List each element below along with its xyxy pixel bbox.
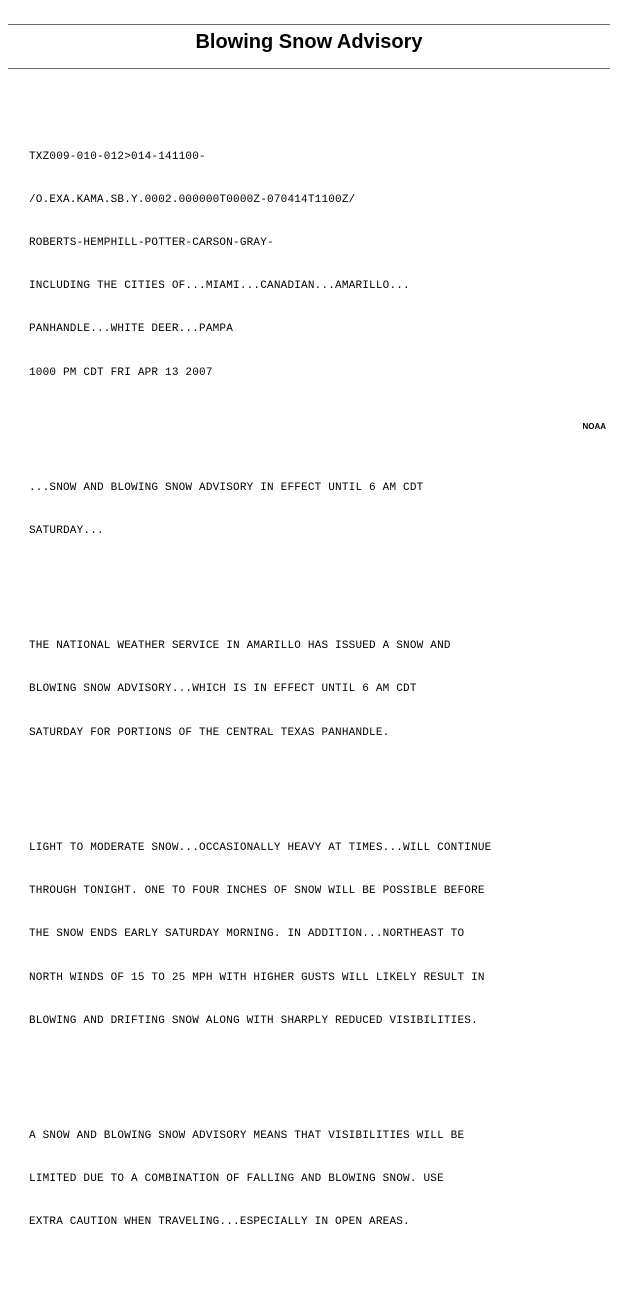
headline-line: SATURDAY... xyxy=(29,525,104,538)
bulletin-paragraph-issuance xyxy=(29,610,609,768)
title-top-rule xyxy=(8,24,610,25)
paragraph-line: THE SNOW ENDS EARLY SATURDAY MORNING. IN ADDITION...NORTHEAST TO xyxy=(29,928,465,941)
paragraph-line: BLOWING AND DRIFTING SNOW ALONG WITH SHARPLY REDUCED VISIBILITIES. xyxy=(29,1014,478,1027)
bulletin-header xyxy=(29,121,609,409)
bulletin-headline xyxy=(29,452,609,567)
paragraph-line: BLOWING SNOW ADVISORY...WHICH IS IN EFFECT UNTIL 6 AM CDT xyxy=(29,683,417,696)
title-bottom-rule xyxy=(8,68,610,69)
noaa-credit: NOAA xyxy=(582,422,606,431)
bulletin-paragraph-meaning xyxy=(29,1100,609,1258)
header-line: TXZ009-010-012>014-141100- xyxy=(29,150,206,163)
page-title: Blowing Snow Advisory xyxy=(195,31,423,53)
advisory-bulletin xyxy=(29,92,609,1302)
header-line: INCLUDING THE CITIES OF...MIAMI...CANADIAN...AMARILLO... xyxy=(29,280,410,293)
paragraph-line: THROUGH TONIGHT. ONE TO FOUR INCHES OF SNOW WILL BE POSSIBLE BEFORE xyxy=(29,885,485,898)
paragraph-line: LIMITED DUE TO A COMBINATION OF FALLING AND BLOWING SNOW. USE xyxy=(29,1173,444,1186)
paragraph-line: NORTH WINDS OF 15 TO 25 MPH WITH HIGHER GUSTS WILL LIKELY RESULT IN xyxy=(29,971,485,984)
paragraph-line: THE NATIONAL WEATHER SERVICE IN AMARILLO HAS ISSUED A SNOW AND xyxy=(29,640,451,653)
bulletin-paragraph-forecast xyxy=(29,812,609,1057)
paragraph-line: SATURDAY FOR PORTIONS OF THE CENTRAL TEXAS PANHANDLE. xyxy=(29,726,390,739)
header-line: PANHANDLE...WHITE DEER...PAMPA xyxy=(29,323,234,336)
paragraph-line: A SNOW AND BLOWING SNOW ADVISORY MEANS THAT VISIBILITIES WILL BE xyxy=(29,1129,465,1142)
header-line: ROBERTS-HEMPHILL-POTTER-CARSON-GRAY- xyxy=(29,237,274,250)
paragraph-line: EXTRA CAUTION WHEN TRAVELING...ESPECIALLY IN OPEN AREAS. xyxy=(29,1216,410,1229)
paragraph-line: LIGHT TO MODERATE SNOW...OCCASIONALLY HEAVY AT TIMES...WILL CONTINUE xyxy=(29,841,492,854)
header-line: 1000 PM CDT FRI APR 13 2007 xyxy=(29,366,213,379)
headline-line: ...SNOW AND BLOWING SNOW ADVISORY IN EFFECT UNTIL 6 AM CDT xyxy=(29,481,424,494)
header-line: /O.EXA.KAMA.SB.Y.0002.000000T0000Z-070414T1100Z/ xyxy=(29,193,356,206)
